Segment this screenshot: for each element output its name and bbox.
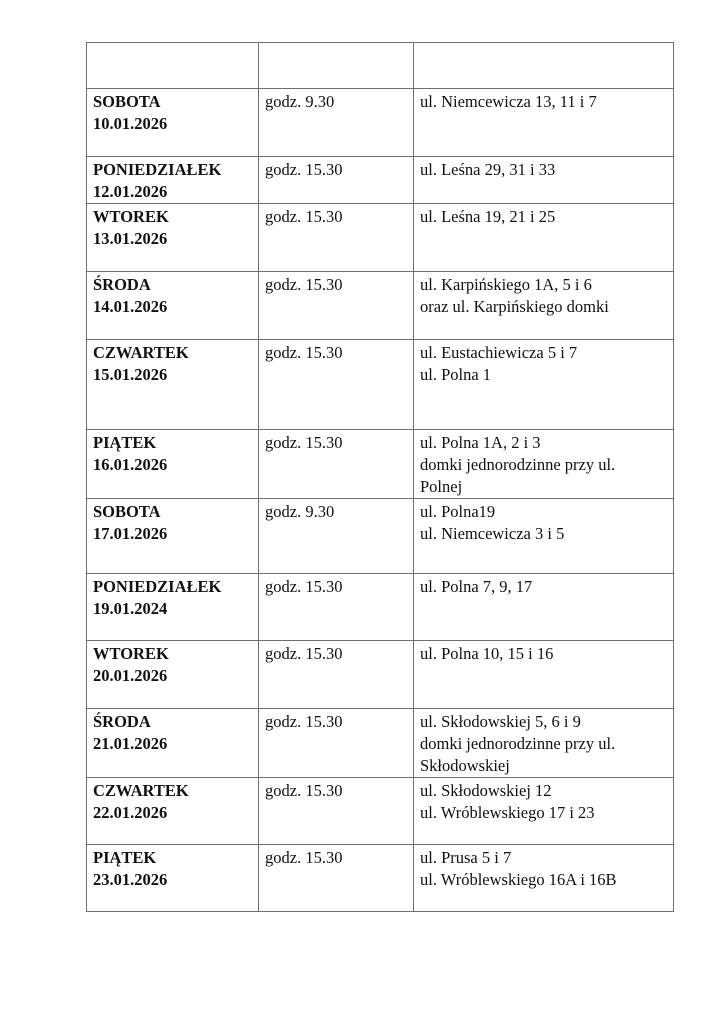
time-cell: godz. 15.30 [259, 157, 414, 204]
table-row [87, 499, 674, 574]
address-cell [414, 709, 674, 778]
address-line: ul. Prusa 5 i 7 [420, 848, 512, 867]
table-row [87, 574, 674, 641]
time-cell: godz. 15.30 [259, 204, 414, 272]
address-line: ul. Polna 1A, 2 i 3 [420, 433, 541, 452]
time-cell: godz. 15.30 [259, 778, 414, 845]
address-cell [414, 845, 674, 912]
day-cell [87, 430, 259, 499]
day-date: 13.01.2026 [93, 229, 168, 248]
address-line: ul. Niemcewicza 3 i 5 [420, 524, 565, 543]
address-cell [414, 641, 674, 709]
table-row [87, 340, 674, 430]
time-cell: godz. 9.30 [259, 89, 414, 157]
table-row [87, 778, 674, 845]
table-row [87, 845, 674, 912]
day-cell [87, 845, 259, 912]
time-cell: godz. 15.30 [259, 574, 414, 641]
address-line: ul. Eustachiewicza 5 i 7 [420, 343, 578, 362]
day-cell [87, 709, 259, 778]
address-line: domki jednorodzinne przy ul. [420, 455, 616, 474]
header-row [87, 43, 674, 89]
time-cell: godz. 15.30 [259, 430, 414, 499]
table-row [87, 272, 674, 340]
address-line: ul. Polna 10, 15 i 16 [420, 644, 554, 663]
address-line: ul. Skłodowskiej 5, 6 i 9 [420, 712, 581, 731]
day-name: WTOREK [93, 644, 169, 663]
address-line: ul. Polna19 [420, 502, 496, 521]
day-name: CZWARTEK [93, 781, 189, 800]
header-cell-time [259, 43, 414, 89]
address-cell [414, 157, 674, 204]
table-row [87, 641, 674, 709]
time-cell: godz. 15.30 [259, 272, 414, 340]
time-cell: godz. 15.30 [259, 641, 414, 709]
day-name: PIĄTEK [93, 848, 157, 867]
day-date: 15.01.2026 [93, 365, 168, 384]
address-cell [414, 574, 674, 641]
day-cell [87, 89, 259, 157]
address-cell [414, 89, 674, 157]
schedule-body [87, 43, 674, 912]
day-name: PIĄTEK [93, 433, 157, 452]
day-date: 21.01.2026 [93, 734, 168, 753]
day-date: 16.01.2026 [93, 455, 168, 474]
table-row [87, 709, 674, 778]
day-name: CZWARTEK [93, 343, 189, 362]
time-cell: godz. 15.30 [259, 845, 414, 912]
day-cell [87, 340, 259, 430]
day-date: 19.01.2024 [93, 599, 168, 618]
address-cell [414, 204, 674, 272]
address-line: ul. Leśna 19, 21 i 25 [420, 207, 556, 226]
address-line: ul. Wróblewskiego 16A i 16B [420, 870, 617, 889]
time-cell: godz. 9.30 [259, 499, 414, 574]
address-cell [414, 272, 674, 340]
address-line: ul. Karpińskiego 1A, 5 i 6 [420, 275, 592, 294]
address-line: ul. Wróblewskiego 17 i 23 [420, 803, 595, 822]
address-line: oraz ul. Karpińskiego domki [420, 297, 609, 316]
address-cell [414, 340, 674, 430]
day-name: SOBOTA [93, 92, 161, 111]
day-name: WTOREK [93, 207, 169, 226]
day-date: 17.01.2026 [93, 524, 168, 543]
day-cell [87, 778, 259, 845]
day-date: 20.01.2026 [93, 666, 168, 685]
table-row [87, 89, 674, 157]
table-row [87, 430, 674, 499]
day-date: 10.01.2026 [93, 114, 168, 133]
address-line: ul. Leśna 29, 31 i 33 [420, 160, 556, 179]
header-cell-day [87, 43, 259, 89]
address-line: ul. Niemcewicza 13, 11 i 7 [420, 92, 597, 111]
day-name: PONIEDZIAŁEK [93, 577, 222, 596]
address-line: Polnej [420, 477, 463, 496]
day-cell [87, 574, 259, 641]
table-row [87, 204, 674, 272]
day-name: SOBOTA [93, 502, 161, 521]
header-cell-address [414, 43, 674, 89]
day-cell [87, 272, 259, 340]
address-line: ul. Skłodowskiej 12 [420, 781, 552, 800]
day-date: 23.01.2026 [93, 870, 168, 889]
day-date: 22.01.2026 [93, 803, 168, 822]
day-cell [87, 157, 259, 204]
schedule-table [86, 42, 674, 912]
day-date: 14.01.2026 [93, 297, 168, 316]
day-cell [87, 204, 259, 272]
address-cell [414, 778, 674, 845]
address-line: Skłodowskiej [420, 756, 510, 775]
table-row [87, 157, 674, 204]
address-line: domki jednorodzinne przy ul. [420, 734, 616, 753]
address-line: ul. Polna 7, 9, 17 [420, 577, 533, 596]
address-cell [414, 430, 674, 499]
day-date: 12.01.2026 [93, 182, 168, 201]
time-cell: godz. 15.30 [259, 340, 414, 430]
day-name: ŚRODA [93, 712, 151, 731]
day-cell [87, 499, 259, 574]
day-cell [87, 641, 259, 709]
day-name: PONIEDZIAŁEK [93, 160, 222, 179]
address-line: ul. Polna 1 [420, 365, 492, 384]
address-cell [414, 499, 674, 574]
day-name: ŚRODA [93, 275, 151, 294]
time-cell: godz. 15.30 [259, 709, 414, 778]
